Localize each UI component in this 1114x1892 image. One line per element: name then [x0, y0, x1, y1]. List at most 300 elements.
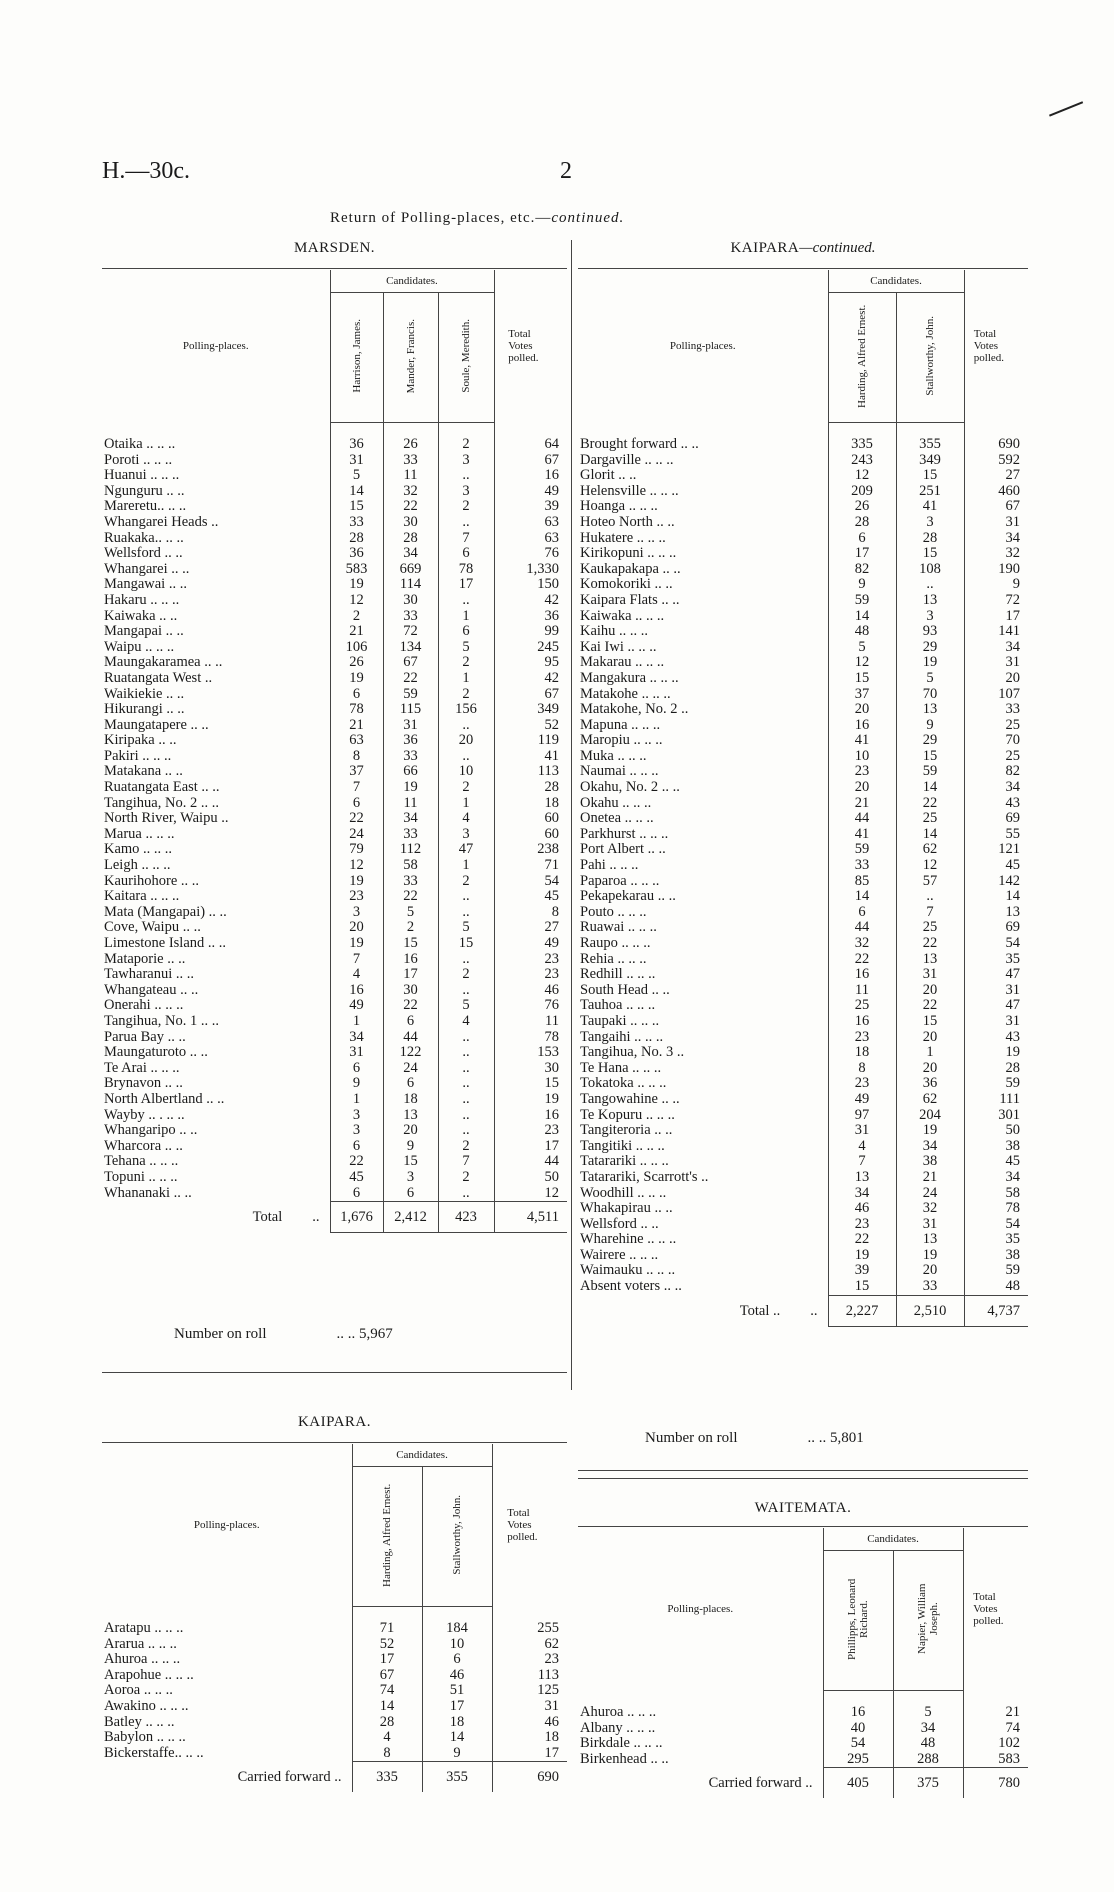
polling-place-name: Aoroa .. .. .. — [104, 1683, 173, 1699]
table-row — [102, 468, 567, 484]
vote-cell: 2 — [438, 967, 494, 983]
vote-cell: .. — [438, 749, 494, 765]
kaipara-title: KAIPARA. — [297, 1414, 372, 1430]
polling-place-name: Matakohe .. .. .. — [580, 686, 671, 702]
total-votes-cell: 19 — [964, 1045, 1028, 1061]
vote-cell: 14 — [896, 780, 964, 796]
vote-cell: 12 — [330, 858, 383, 874]
total-votes-cell: 63 — [494, 531, 567, 547]
total-votes-cell: 23 — [492, 1652, 567, 1668]
total-votes-cell: 23 — [494, 952, 567, 968]
vote-cell: 36 — [330, 423, 383, 453]
marsden-top-rule — [102, 268, 567, 269]
carried-forward-label: Carried forward .. — [708, 1775, 813, 1792]
kaipara-continued-title: KAIPARA—continued. — [730, 240, 876, 256]
total-votes-cell: 12 — [494, 1186, 567, 1202]
total-votes-cell: 349 — [494, 702, 567, 718]
total-votes-cell: 141 — [964, 624, 1028, 640]
vote-cell: 3 — [896, 609, 964, 625]
polling-place-name: Brynavon .. .. — [104, 1076, 183, 1092]
candidates-header: Candidates. — [352, 1444, 492, 1467]
table-row — [102, 1108, 567, 1124]
polling-place-name: Hoanga .. .. .. — [580, 499, 658, 515]
vote-cell: 37 — [828, 687, 896, 703]
polling-place-name: Okahu .. .. .. — [580, 795, 652, 811]
total-votes-cell: 113 — [494, 764, 567, 780]
vote-cell: 46 — [828, 1201, 896, 1217]
table-row — [102, 905, 567, 921]
table-row — [102, 998, 567, 1014]
vote-cell: 26 — [828, 499, 896, 515]
total-votes-cell: 14 — [964, 889, 1028, 905]
table-row — [578, 1045, 1028, 1061]
total-label — [578, 1295, 828, 1326]
total-votes-cell: 60 — [494, 827, 567, 843]
vote-cell: .. — [438, 1123, 494, 1139]
total-votes-cell: 55 — [964, 827, 1028, 843]
polling-place-name: Birkenhead .. .. — [580, 1751, 669, 1768]
vote-cell: 9 — [896, 718, 964, 734]
polling-place-name: Pekapekarau .. .. — [580, 889, 676, 905]
table-row — [102, 889, 567, 905]
vote-cell: 36 — [383, 733, 438, 749]
vote-cell: 106 — [330, 640, 383, 656]
vote-cell: 335 — [828, 423, 896, 453]
polling-place-name: Kai Iwi .. .. .. — [580, 639, 657, 655]
page-title-text: Return of Polling-places, etc.— — [330, 210, 552, 226]
vote-cell: 22 — [383, 889, 438, 905]
vote-cell: 20 — [896, 1263, 964, 1279]
total-votes-cell: 8 — [494, 905, 567, 921]
vote-cell: 18 — [422, 1715, 492, 1731]
waitemata-top-rule-1 — [578, 1478, 1028, 1479]
total-votes-cell: 76 — [494, 998, 567, 1014]
vote-cell: 2 — [438, 423, 494, 453]
table-row — [578, 718, 1028, 734]
vote-cell: 251 — [896, 484, 964, 500]
carried-forward-cell: 690 — [492, 1762, 567, 1793]
vote-cell: 8 — [352, 1746, 422, 1762]
total-votes-cell: 125 — [492, 1683, 567, 1699]
vote-cell: 8 — [828, 1061, 896, 1077]
candidate-header: Soule, Meredith. — [438, 293, 494, 423]
total-votes-cell: 50 — [494, 1170, 567, 1186]
total-votes-cell: 63 — [494, 515, 567, 531]
vote-cell: 28 — [383, 531, 438, 547]
vote-cell: 7 — [438, 531, 494, 547]
vote-cell: 4 — [438, 1014, 494, 1030]
table-row — [102, 1170, 567, 1186]
vote-cell: 36 — [896, 1076, 964, 1092]
vote-cell: 44 — [828, 920, 896, 936]
total-votes-cell: 52 — [494, 718, 567, 734]
table-row — [578, 749, 1028, 765]
polling-place-name: Whakapirau .. .. — [580, 1201, 673, 1217]
total-votes-cell: 690 — [964, 423, 1028, 453]
candidate-header: Napier, William Joseph. — [893, 1551, 963, 1691]
page-number: 2 — [560, 158, 572, 184]
vote-cell: 9 — [422, 1746, 492, 1762]
vote-cell: 16 — [828, 1014, 896, 1030]
vote-cell: 295 — [823, 1752, 893, 1768]
vote-cell: 16 — [828, 967, 896, 983]
vote-cell: 18 — [383, 1092, 438, 1108]
vote-cell: 72 — [383, 624, 438, 640]
vote-cell: 209 — [828, 484, 896, 500]
polling-place-name: Hakaru .. .. .. — [104, 592, 180, 608]
polling-place-name: Paparoa .. .. .. — [580, 873, 660, 889]
total-votes-cell: 460 — [964, 484, 1028, 500]
vote-cell: 33 — [383, 453, 438, 469]
vote-cell: 13 — [896, 952, 964, 968]
vote-cell: 4 — [438, 811, 494, 827]
total-label-dots: .. — [312, 1209, 320, 1226]
vote-cell: 19 — [330, 874, 383, 890]
polling-place-name: Ruatangata West .. — [104, 670, 213, 686]
table-row — [102, 936, 567, 952]
vote-cell: 19 — [828, 1248, 896, 1264]
vote-cell: 20 — [828, 780, 896, 796]
vote-cell: 25 — [896, 920, 964, 936]
pencil-mark — [1049, 101, 1083, 116]
vote-cell: 19 — [330, 936, 383, 952]
polling-place-name: Mapuna .. .. .. — [580, 717, 661, 733]
polling-place-name: Tawharanui .. .. — [104, 967, 194, 983]
polling-place-name: Dargaville .. .. .. — [580, 452, 674, 468]
vote-cell: 28 — [330, 531, 383, 547]
vote-cell: 7 — [330, 952, 383, 968]
total-votes-cell: 31 — [964, 515, 1028, 531]
polling-place-name: Redhill .. .. .. — [580, 967, 656, 983]
vote-cell: 15 — [896, 546, 964, 562]
vote-cell: 47 — [438, 842, 494, 858]
table-row — [102, 1730, 567, 1746]
table-row — [578, 577, 1028, 593]
vote-cell: 5 — [330, 468, 383, 484]
total-votes-cell: 76 — [494, 546, 567, 562]
table-row — [578, 453, 1028, 469]
polling-place-name: Tangiteroria .. .. — [580, 1123, 673, 1139]
total-votes-cell: 301 — [964, 1108, 1028, 1124]
vote-cell: 9 — [383, 1139, 438, 1155]
total-votes-cell: 255 — [492, 1607, 567, 1637]
total-votes-cell: 34 — [964, 1170, 1028, 1186]
kaipara-table — [102, 1444, 567, 1792]
polling-place-name: Makarau .. .. .. — [580, 655, 665, 671]
total-votes-cell: 44 — [494, 1154, 567, 1170]
vote-cell: 2 — [438, 655, 494, 671]
table-row — [578, 484, 1028, 500]
polling-place-name: Rehia .. .. .. — [580, 951, 647, 967]
vote-cell: 19 — [896, 1123, 964, 1139]
table-row — [578, 858, 1028, 874]
total-label-text: Total — [252, 1209, 283, 1226]
vote-cell: 15 — [896, 749, 964, 765]
vote-cell: 11 — [383, 468, 438, 484]
table-row — [102, 1668, 567, 1684]
total-votes-cell: 190 — [964, 562, 1028, 578]
total-votes-cell: 43 — [964, 1030, 1028, 1046]
vote-cell: 1 — [896, 1045, 964, 1061]
polling-place-name: North Albertland .. .. — [104, 1091, 225, 1107]
vote-cell: 28 — [352, 1715, 422, 1731]
vote-cell: 45 — [330, 1170, 383, 1186]
table-row — [578, 1061, 1028, 1077]
total-votes-cell: 13 — [964, 905, 1028, 921]
table-row — [102, 655, 567, 671]
vote-cell: 22 — [330, 1154, 383, 1170]
total-votes-cell: 99 — [494, 624, 567, 640]
vote-cell: 97 — [828, 1108, 896, 1124]
total-votes-cell: 35 — [964, 1232, 1028, 1248]
page-title — [330, 210, 624, 227]
total-votes-cell: 67 — [494, 687, 567, 703]
vote-cell: 6 — [438, 624, 494, 640]
kaipara-cont-bottom-rule — [578, 1470, 1028, 1471]
total-label-text: Total .. — [739, 1302, 781, 1319]
polling-place-name: Cove, Waipu .. .. — [104, 920, 201, 936]
total-votes-cell: 36 — [494, 609, 567, 625]
candidate-header: Harding, Alfred Ernest. — [828, 293, 896, 423]
table-row — [102, 1014, 567, 1030]
total-votes-cell: 9 — [964, 577, 1028, 593]
total-votes-cell: 17 — [964, 609, 1028, 625]
total-votes-cell: 41 — [494, 749, 567, 765]
table-row — [578, 827, 1028, 843]
polling-place-name: Parua Bay .. .. — [104, 1029, 186, 1045]
vote-cell: 3 — [330, 1108, 383, 1124]
vote-cell: 6 — [330, 687, 383, 703]
vote-cell: 3 — [438, 827, 494, 843]
total-votes-cell: 34 — [964, 640, 1028, 656]
vote-cell: 21 — [330, 718, 383, 734]
polling-place-name: Tangihua, No. 3 .. — [580, 1045, 685, 1061]
polling-place-name: Ahuroa .. .. .. — [104, 1652, 181, 1668]
polling-place-name: Topuni .. .. .. — [104, 1169, 178, 1185]
total-votes-cell: 48 — [964, 1279, 1028, 1295]
vote-cell: 669 — [383, 562, 438, 578]
vote-cell: 30 — [383, 983, 438, 999]
polling-place-name: Kamo .. .. .. — [104, 842, 173, 858]
table-row — [578, 1170, 1028, 1186]
vote-cell: 6 — [330, 1186, 383, 1202]
candidate-header: Harrison, James. — [330, 293, 383, 423]
polling-places-header: Polling-places. — [182, 340, 249, 353]
vote-cell: 67 — [352, 1668, 422, 1684]
vote-cell: 46 — [422, 1668, 492, 1684]
roll-value: 5,967 — [358, 1326, 393, 1342]
table-row — [578, 687, 1028, 703]
table-row — [578, 640, 1028, 656]
vote-cell: 4 — [330, 967, 383, 983]
table-row — [578, 499, 1028, 515]
polling-place-name: Glorit .. .. — [580, 468, 637, 484]
polling-place-name: Huanui .. .. .. — [104, 468, 180, 484]
vote-cell: 11 — [828, 983, 896, 999]
table-row — [578, 1154, 1028, 1170]
polling-place-name: Wayby .. . .. .. — [104, 1107, 185, 1123]
vote-cell: 23 — [828, 764, 896, 780]
total-votes-cell: 11 — [494, 1014, 567, 1030]
total-votes-cell: 31 — [964, 1014, 1028, 1030]
polling-place-name: Albany .. .. .. — [580, 1720, 656, 1736]
vote-cell: 19 — [330, 671, 383, 687]
vote-cell: 184 — [422, 1607, 492, 1637]
total-votes-cell: 245 — [494, 640, 567, 656]
vote-cell: 31 — [330, 1045, 383, 1061]
vote-cell: 6 — [383, 1186, 438, 1202]
polling-place-name: Okahu, No. 2 .. .. — [580, 780, 680, 796]
vote-cell: 8 — [330, 749, 383, 765]
polling-place-name: Matakana .. .. — [104, 764, 183, 780]
polling-place-name: Te Arai .. .. .. — [104, 1060, 180, 1076]
vote-cell: 22 — [828, 952, 896, 968]
polling-place-name: Kaurihohore .. .. — [104, 873, 200, 889]
vote-cell: 5 — [896, 671, 964, 687]
vote-cell: 36 — [330, 546, 383, 562]
vote-cell: 31 — [896, 967, 964, 983]
vote-cell: 6 — [438, 546, 494, 562]
vote-cell: 22 — [383, 998, 438, 1014]
vote-cell: 34 — [893, 1721, 963, 1737]
vote-cell: 10 — [422, 1637, 492, 1653]
vote-cell: .. — [438, 983, 494, 999]
total-votes-cell: 54 — [964, 1217, 1028, 1233]
vote-cell: 1 — [330, 1092, 383, 1108]
vote-cell: 13 — [896, 593, 964, 609]
vote-cell: 112 — [383, 842, 438, 858]
vote-cell: 26 — [330, 655, 383, 671]
vote-cell: 41 — [828, 827, 896, 843]
total-votes-cell: 25 — [964, 749, 1028, 765]
polling-place-name: Hukatere .. .. .. — [580, 530, 666, 546]
table-row — [102, 983, 567, 999]
table-row — [102, 499, 567, 515]
vote-cell: 13 — [896, 702, 964, 718]
polling-place-name: Parkhurst .. .. .. — [580, 826, 669, 842]
table-row — [102, 1030, 567, 1046]
total-cell: 2,227 — [828, 1295, 896, 1326]
table-row — [102, 640, 567, 656]
vote-cell: 16 — [828, 718, 896, 734]
vote-cell: 11 — [383, 796, 438, 812]
polling-place-name: Ararua .. .. .. — [104, 1636, 177, 1652]
carried-forward-cell: 355 — [422, 1762, 492, 1793]
total-votes-cell: 27 — [494, 920, 567, 936]
total-votes-cell: 42 — [494, 593, 567, 609]
vote-cell: 30 — [383, 593, 438, 609]
polling-place-name: Wellsford .. .. — [104, 546, 183, 562]
table-row — [578, 531, 1028, 547]
table-row — [578, 733, 1028, 749]
vote-cell: 33 — [330, 515, 383, 531]
total-votes-cell: 153 — [494, 1045, 567, 1061]
vote-cell: .. — [438, 593, 494, 609]
table-row — [102, 1092, 567, 1108]
total-votes-cell: 31 — [492, 1699, 567, 1715]
vote-cell: 3 — [330, 905, 383, 921]
polling-place-name: Aratapu .. .. .. — [104, 1619, 184, 1636]
polling-place-name: Marua .. .. .. — [104, 826, 175, 842]
vote-cell: 2 — [438, 499, 494, 515]
candidate-header: Mander, Francis. — [383, 293, 438, 423]
vote-cell: 19 — [896, 655, 964, 671]
total-cell: 423 — [438, 1202, 494, 1233]
table-row — [578, 1076, 1028, 1092]
total-votes-cell: 238 — [494, 842, 567, 858]
total-votes-cell: 46 — [492, 1715, 567, 1731]
vote-cell: 156 — [438, 702, 494, 718]
table-row — [578, 423, 1028, 453]
table-row — [578, 998, 1028, 1014]
polling-place-name: Kaukapakapa .. .. — [580, 561, 681, 577]
vote-cell: .. — [438, 1045, 494, 1061]
vote-cell: 21 — [330, 624, 383, 640]
vote-cell: 15 — [438, 936, 494, 952]
polling-place-name: Tangitiki .. .. .. — [580, 1138, 665, 1154]
vote-cell: 33 — [896, 1279, 964, 1295]
table-row — [102, 1652, 567, 1668]
vote-cell: 1 — [438, 609, 494, 625]
vote-cell: 78 — [438, 562, 494, 578]
vote-cell: 2 — [438, 874, 494, 890]
table-row — [102, 1076, 567, 1092]
polling-place-name: Tehana .. .. .. — [104, 1154, 179, 1170]
vote-cell: .. — [438, 1076, 494, 1092]
polling-place-name: Wellsford .. .. — [580, 1216, 659, 1232]
table-row — [102, 733, 567, 749]
vote-cell: 7 — [896, 905, 964, 921]
vote-cell: 29 — [896, 733, 964, 749]
vote-cell: 22 — [896, 998, 964, 1014]
vote-cell: .. — [438, 889, 494, 905]
vote-cell: 28 — [896, 531, 964, 547]
vote-cell: 22 — [896, 796, 964, 812]
table-row — [102, 702, 567, 718]
polling-place-name: Naumai .. .. .. — [580, 764, 659, 780]
vote-cell: 6 — [828, 531, 896, 547]
total-votes-cell: 47 — [964, 967, 1028, 983]
total-votes-cell: 20 — [964, 671, 1028, 687]
total-votes-cell: 113 — [492, 1668, 567, 1684]
polling-place-name: Otaika .. .. .. — [104, 435, 176, 452]
vote-cell: 31 — [828, 1123, 896, 1139]
total-votes-cell: 82 — [964, 764, 1028, 780]
vote-cell: 114 — [383, 577, 438, 593]
polling-place-name: Kiripaka .. .. — [104, 733, 177, 749]
vote-cell: 82 — [828, 562, 896, 578]
table-row — [578, 1721, 1028, 1737]
total-votes-cell: 74 — [963, 1721, 1028, 1737]
vote-cell: 16 — [330, 983, 383, 999]
vote-cell: 59 — [828, 842, 896, 858]
vote-cell: 14 — [828, 609, 896, 625]
total-row — [578, 1295, 1028, 1326]
vote-cell: 62 — [896, 1092, 964, 1108]
polling-place-name: Pouto .. .. .. — [580, 904, 647, 920]
total-votes-cell: 107 — [964, 687, 1028, 703]
table-row — [102, 1045, 567, 1061]
table-row — [578, 1736, 1028, 1752]
vote-cell: 52 — [352, 1637, 422, 1653]
vote-cell: 7 — [828, 1154, 896, 1170]
marsden-number-on-roll — [174, 1326, 393, 1343]
total-label-dots: .. — [810, 1302, 818, 1319]
polling-place-name: Whangarei .. .. — [104, 561, 190, 577]
table-row — [102, 1715, 567, 1731]
total-cell: 2,412 — [383, 1202, 438, 1233]
polling-place-name: Limestone Island .. .. — [104, 936, 227, 951]
